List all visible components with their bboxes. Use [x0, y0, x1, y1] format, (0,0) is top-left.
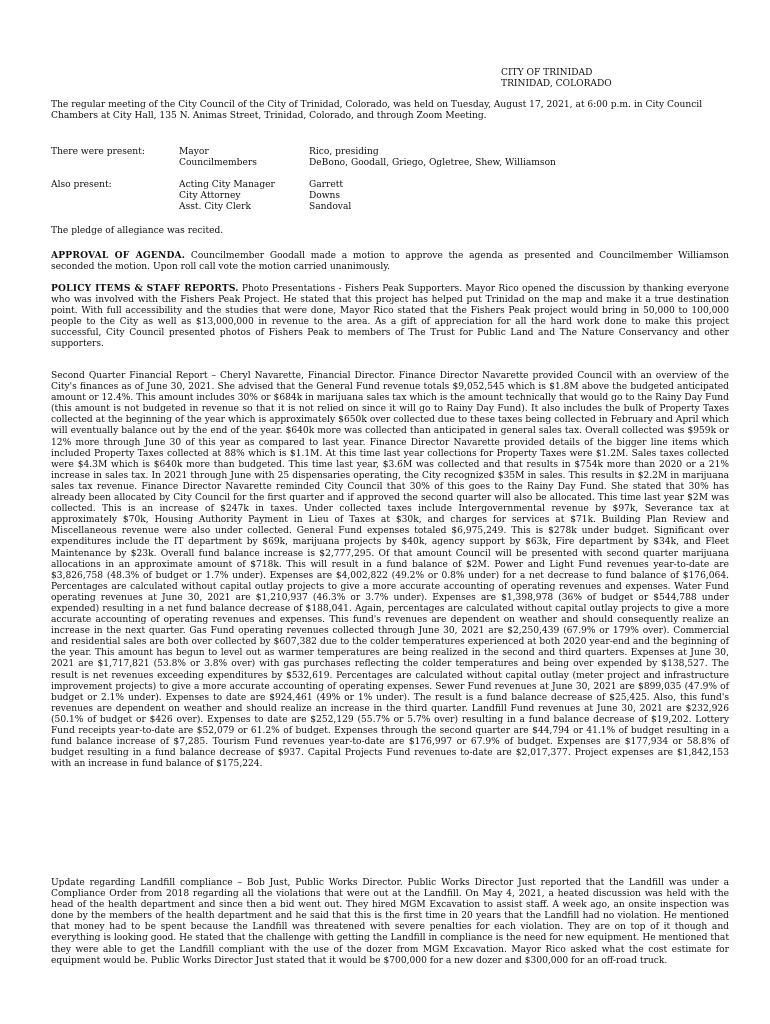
pledge-paragraph: The pledge of allegiance was recited.	[51, 226, 224, 236]
also-role-attorney: City Attorney	[179, 191, 241, 202]
present-role-mayor: Mayor	[179, 147, 209, 157]
policy-text: Photo Presentations - Fishers Peak Supporters. Mayor Rico opened the discussion by thanking everyone who was involved with the Fishers Peak Project. He stated that this project has helped put Trinidad on the map and make it a true destination point. With full accessibility and the studies that were done, Mayor Rico stated that the Fishers Peak project would bring in 50,000 to 100,000 people to the City as well as $13,000,000 in revenue to the area. As a gift of appreciation for all the hard work done to make this project successful, City Council presented photos of Fishers Peak to members of The Trust for Public Land and The Nature Conservancy and other supporters.	[51, 284, 729, 350]
present-names-council: DeBono, Goodall, Griego, Ogletree, Shew, Williamson	[309, 158, 556, 169]
header-location: TRINIDAD, COLORADO	[501, 79, 612, 90]
also-role-clerk: Asst. City Clerk	[179, 202, 251, 213]
present-role-council: Councilmembers	[179, 158, 257, 169]
also-names-manager: Garrett	[309, 180, 344, 190]
also-label: Also present:	[51, 180, 112, 190]
approval-text: Councilmember Goodall made a motion to approve the agenda as presented and Councilmember Williamson seconded the motion. Upon roll call vote the motion carried unanimously.	[51, 251, 729, 273]
also-role-manager: Acting City Manager	[179, 180, 275, 190]
also-names-clerk: Sandoval	[309, 202, 352, 213]
present-names-mayor: Rico, presiding	[309, 147, 379, 157]
attendance-also-present	[51, 180, 729, 213]
policy-heading: POLICY ITEMS & STAFF REPORTS.	[51, 283, 239, 294]
policy-paragraph	[51, 283, 729, 351]
landfill-update-paragraph: Update regarding Landfill compliance – Bob Just, Public Works Director. Public Works Director Just reported that the Landfill was under a Compliance Order from 2018 regarding all the violations that were out at the Landfill. On May 4, 2021, a heated discussion was held with the head of the health department and since then a bid went out. They hired MGM Excavation to assist staff. A week ago, an onsite inspection was done by the members of the health department and he said that this is the first time in 20 years that the Landfill had no violation. He mentioned that money had to be spent because the Landfill was threatened with severe penalties for each violation. They are on top of it though and everything is looking good. He stated that the challenge with getting the Landfill in compliance is the need for new equipment. He mentioned that they were able to get the Landfill compliant with the use of the dozer from MGM Excavation. Mayor Rico asked what the cost estimate for equipment would be. Public Works Director Just stated that it would be $700,000 for a new dozer and $300,000 for an off-road truck.	[51, 878, 729, 966]
document-header	[501, 68, 612, 90]
approval-heading: APPROVAL OF AGENDA.	[51, 250, 186, 261]
intro-paragraph: The regular meeting of the City Council of the City of Trinidad, Colorado, was held on Tuesday, August 17, 2021, at 6:00 p.m. in City Council Chambers at City Hall, 135 N. Animas Street, Trinidad, Colorado, and through Zoom Meeting.	[51, 100, 703, 122]
financial-report-paragraph: Second Quarter Financial Report – Cheryl Navarette, Financial Director. Finance Director Navarette provided Council with an overview of the City's finances as of June 30, 2021. She advised that the General Fund revenue totals $9,052,545 which is $1.8M above the budgeted anticipated amount or 12.4%. This amount includes 30% or $684k in marijuana sales tax which is the amount technically that would go to the Rainy Day Fund (this amount is not budgeted in revenue so that it is not relied on since it will go to Rainy Day Fund). It also includes the bulk of Property Taxes collected at the beginning of the year which is approximately $650k over collected due to these taxes being collected in February and April which will eventually balance out by the end of the year. $640k more was collected than anticipated in general sales tax. Overall collected was $959k or 12% more through June 30 of this year as compared to last year. Finance Director Navarette provided details of the bigger line items which included Property Taxes collected at 88% which is $1.1M. At this time last year collections for Property Taxes were $1.2M. Sales taxes collected were $4.3M which is $640k more than budgeted. This time last year, $3.6M was collected and that results in $754k more than 2020 or a 21% increase in sales tax. In 2021 through June with 25 dispensaries operating, the City recognized $35M in sales. This results in $2.2M in marijuana sales tax revenue. Finance Director Navarette reminded City Council that 30% of this goes to the Rainy Day Fund. She stated that 30% has already been allocated by City Council for the first quarter and if approved the second quarter will also be allocated. This time last year $2M was collected. This is an increase of $247k in taxes. Under collected taxes include Intergovernmental revenue by $97k, Severance tax at approximately $70k, Housing Authority Payment in Lieu of Taxes at $30k, and charges for services at $71k. Building Plan Review and Miscellaneous revenue were also under collected. General Fund expenses totaled $6,975,249. This is $278k under budget. Significant over expenditures include the IT department by $69k, marijuana projects by $40k, agency support by $63k, Fire department by $34k, and Fleet Maintenance by $23k. Overall fund balance increase is $2,777,295. Of that amount Council will be presented with second quarter marijuana allocations in an approximate amount of $718k. This will result in a fund balance of $2M. Power and Light Fund revenues year-to-date are $3,826,758 (48.3% of budget or 1.7% under). Expenses are $4,002,822 (49.2% or 0.8% under) for a net decrease to fund balance of $176,064. Percentages are calculated without capital outlay projects to give a more accurate accounting of operating revenues and expenses. Water Fund operating revenues at June 30, 2021 are $1,210,937 (46.3% or 3.7% under). Expenses are $1,398,978 (36% of budget or $544,788 under expended) resulting in a net fund balance decrease of $188,041. Again, percentages are calculated without capital outlay projects to give a more accurate accounting of operating revenues and expenses. This fund's revenues are dependent on weather and should consequently realize an increase in the next quarter. Gas Fund operating revenues collected through June 30, 2021 are $2,250,439 (67.9% or 179% over). Commercial and residential sales are both over collected by $607,382 due to the colder temperatures experienced at both 2020 year-end and the beginning of the year. This amount has begun to level out as warmer temperatures are being realized in the second and third quarters. Expenses at June 30, 2021 are $1,717,821 (53.8% or 3.8% over) with gas purchases reflecting the colder temperatures and being over expended by $138,527. The result is net revenues exceeding expenditures by $532,619. Percentages are calculated without capital outlay (meter project and infrastructure improvement projects) to give a more accurate accounting of operating expenses. Sewer Fund revenues at June 30, 2021 are $899,035 (47.9% of budget or 2.1% under). Expenses to date are $924,461 (49% or 1% under). The result is a fund balance decrease of $25,425. Also, this fund's revenues are dependent on weather and should realize an increase in the third quarter. Landfill Fund revenues at June 30, 2021 are $232,926 (50.1% of budget or $426 over). Expenses to date are $252,129 (55.7% or 5.7% over) resulting in a fund balance decrease of $19,202. Lottery Fund receipts year-to-date are $52,079 or 61.2% of budget. Expenses through the second quarter are $44,794 or 41.1% of budget resulting in a fund balance increase of $7,285. Tourism Fund revenues year-to-date are $176,997 or 67.9% of budget. Expenses are $177,934 or 58.8% of budget resulting in a fund balance decrease of $937. Capital Projects Fund revenues to-date are $2,017,377. Project expenses are $1,842,153 with an increase in fund balance of $175,224.	[51, 371, 729, 770]
also-names-attorney: Downs	[309, 191, 341, 202]
header-city: CITY OF TRINIDAD	[501, 68, 593, 78]
present-label: There were present:	[51, 147, 145, 157]
approval-paragraph	[51, 250, 729, 273]
attendance-present	[51, 147, 729, 169]
